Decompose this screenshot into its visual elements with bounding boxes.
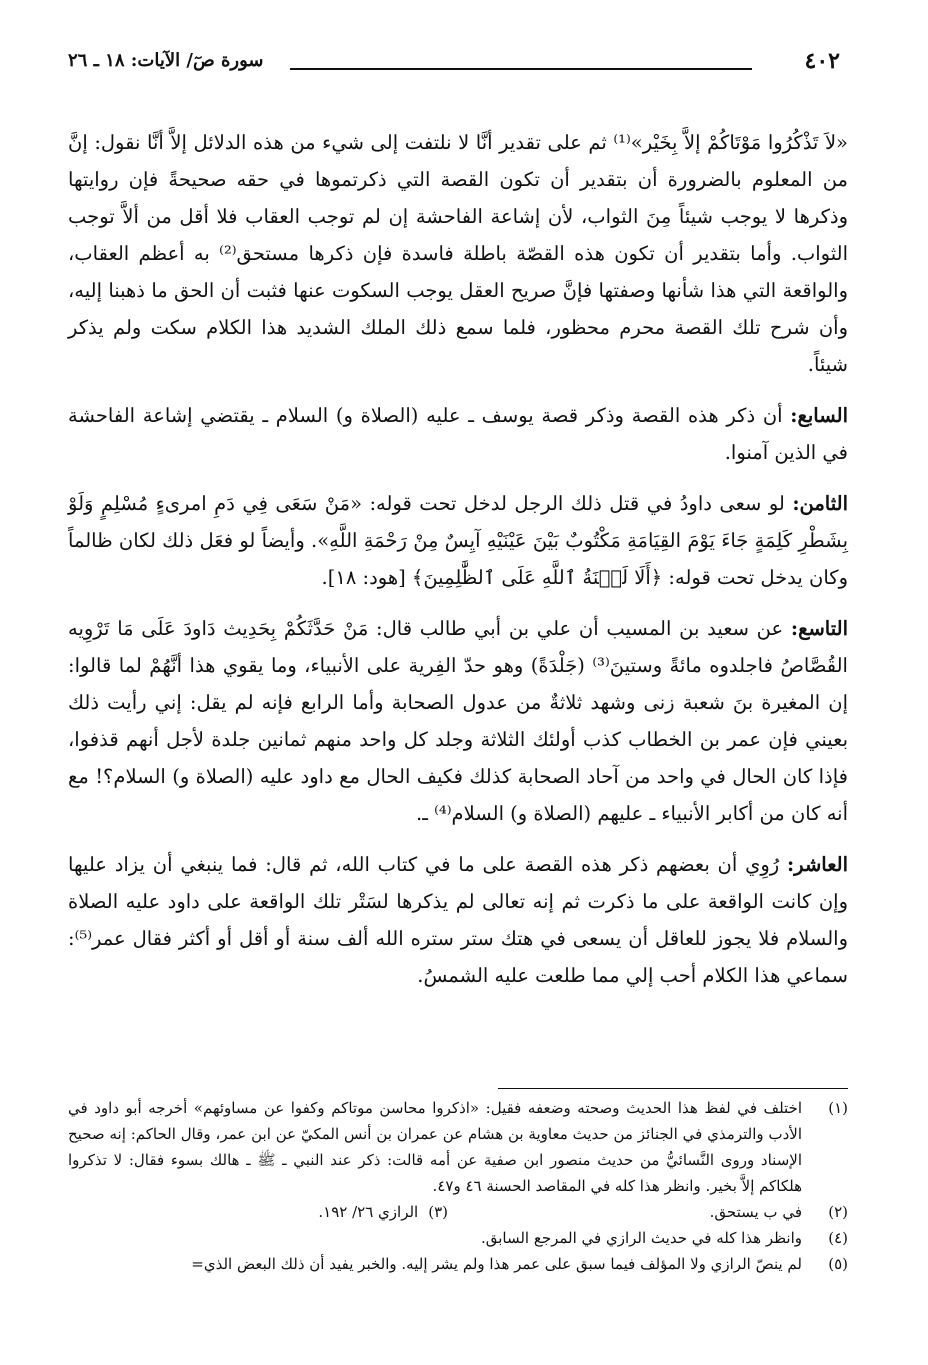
main-text — [68, 124, 848, 994]
footnotes — [68, 1088, 848, 1277]
paragraph-eighth — [68, 485, 848, 596]
footnote-4 — [68, 1225, 848, 1251]
footnote-text: الرازي ٢٦/ ١٩٢. — [318, 1203, 419, 1221]
footnote-2 — [458, 1199, 848, 1225]
footnote-number: (٤) — [828, 1229, 848, 1247]
footnote-rule — [498, 1088, 848, 1089]
paragraph-seventh — [68, 397, 848, 471]
footnote-number: (٣) — [428, 1203, 448, 1221]
paragraph-heading: التاسع: — [790, 617, 848, 640]
paragraph-text: رُوِي أن بعضهم ذكر هذه القصة على ما في كتاب الله، ثم قال: فما ينبغي أن يزاد عليها وإن كانت الواقعة على ما ذكرت ثم إنه تعالى لم يذكرها لسَتْر تلك الواقعة على داود عليه الصلاة والسلام فلا يجوز للعاقل أن يسعى في هتك ستر ستره الله ألف سنة أو أقل أو أكثر فقال عمر⁽⁵⁾: سماعي هذا الكلام أحب إلي مما طلعت عليه الشمسُ. — [68, 853, 848, 987]
page-header — [68, 38, 848, 78]
running-title: سورة صٓ/ الآيات: ١٨ ـ ٢٦ — [68, 50, 264, 71]
footnote-5 — [68, 1251, 848, 1277]
paragraph-text: لو سعى داودُ في قتل ذلك الرجل لدخل تحت قوله: «مَنْ سَعَى فِي دَمِ امرىءٍ مُسْلِمٍ وَلَوْ بِشَطْرِ كَلِمَةٍ جَاءَ يَوْمَ القِيَامَةِ مَكْتُوبٌ بَيْنَ عَيْنَيْهِ آيِسٌ مِنْ رَحْمَةِ اللَّهِ». وأيضاً لو فعَل ذلك لكان ظالماً وكان يدخل تحت قوله: ﴿أَلَا لَعۡنَةُ ٱللَّهِ عَلَى ٱلظَّٰلِمِينَ﴾ [هود: ١٨]. — [68, 492, 848, 589]
paragraph-tenth — [68, 846, 848, 994]
paragraph-intro — [68, 124, 848, 383]
footnote-row-2-3 — [68, 1199, 848, 1225]
paragraph-ninth — [68, 610, 848, 832]
footnote-1 — [68, 1095, 848, 1199]
paragraph-heading: العاشر: — [786, 853, 848, 876]
footnote-3 — [318, 1199, 448, 1225]
footnote-text: لم ينصّ الرازي ولا المؤلف فيما سبق على عمر هذا ولم يشر إليه. والخبر يفيد أن ذلك البعض الذي= — [191, 1255, 802, 1273]
footnote-number: (٥) — [828, 1255, 848, 1273]
footnote-number: (١) — [828, 1099, 848, 1117]
paragraph-text: «لاَ تَذْكُرُوا مَوْتَاكُمْ إلاَّ بِخَيْر»⁽¹⁾ ثم على تقدير أنَّا لا نلتفت إلى شيء من هذه الدلائل إلاَّ أنَّا نقول: إنَّ من المعلوم بالضرورة أن بتقدير أن تكون القصة التي ذكرتموها في حقه صحيحةً فإن روايتها وذكرها لا يوجب شيئاً مِنَ الثواب، لأن إشاعة الفاحشة إن لم توجب العقاب فلا أقل من ألاَّ توجب الثواب. وأما بتقدير أن تكون هذه القصّة باطلة فاسدة فإن ذكرها مستحق⁽²⁾ به أعظم العقاب، والواقعة التي هذا شأنها وصفتها فإنَّ صريح العقل يوجب السكوت عنها فثبت أن الحق ما ذهبنا إليه، وأن شرح تلك القصة محرم محظور، فلما سمع ذلك الملك الشديد هذا الكلام سكت ولم يذكر شيئاً. — [68, 131, 849, 376]
footnote-text: في ب يستحق. — [709, 1203, 802, 1221]
page-number: ٤٠٢ — [804, 48, 840, 74]
header-rule — [290, 68, 752, 70]
paragraph-heading: الثامن: — [792, 492, 848, 515]
footnote-number: (٢) — [828, 1203, 848, 1221]
paragraph-heading: السابع: — [790, 404, 848, 427]
footnote-text: وانظر هذا كله في حديث الرازي في المرجع السابق. — [480, 1229, 802, 1247]
footnote-text: اختلف في لفظ هذا الحديث وصحته وضعفه فقيل: «اذكروا محاسن موتاكم وكفوا عن مساوئهم» أخرجه أبو داود في الأدب والترمذي في الجنائز من حديث معاوية بن هشام عن عمران بن أنس المكيّ عن ابن عمر، وقال الحاكم: إنه صحيح الإسناد وروى النَّسائيُّ من حديث منصور ابن صفية عن أمه قالت: ذكر عند النبي ـ ﷺ ـ هالك بسوء فقال: لا تذكروا هلكاكم إلاَّ بخير. وانظر هذا كله في المقاصد الحسنة ٤٦ و٤٧. — [68, 1099, 802, 1195]
book-page — [68, 38, 848, 1338]
paragraph-text: أن ذكر هذه القصة وذكر قصة يوسف ـ عليه (الصلاة و) السلام ـ يقتضي إشاعة الفاحشة في الذين آمنوا. — [68, 404, 848, 464]
paragraph-text: عن سعيد بن المسيب أن علي بن أبي طالب قال: مَنْ حَدَّثَكُمْ بِحَدِيث دَاودَ عَلَى مَا تَرْوِيه القُصَّاصُ فاجلدوه مائةً وستينَ⁽³⁾ (جَلْدَةً) وهو حدّ الفِرية على الأنبياء، وما يقوي هذا أنَّهُمْ لما قالوا: إن المغيرة بنَ شعبة زنى وشهد ثلاثةٌ من عدول الصحابة وأما الرابع فإنه لم يقل: إني رأيت ذلك بعيني فإن عمر بن الخطاب كذب أولئك الثلاثة وجلد كل واحد منهم ثمانين جلدة لأجل أنهم قذفوا، فإذا كان الحال في واحد من آحاد الصحابة كذلك فكيف الحال مع داود عليه (الصلاة و) السلام؟! مع أنه كان من أكابر الأنبياء ـ عليهم (الصلاة و) السلام⁽⁴⁾ ـ. — [68, 617, 848, 825]
